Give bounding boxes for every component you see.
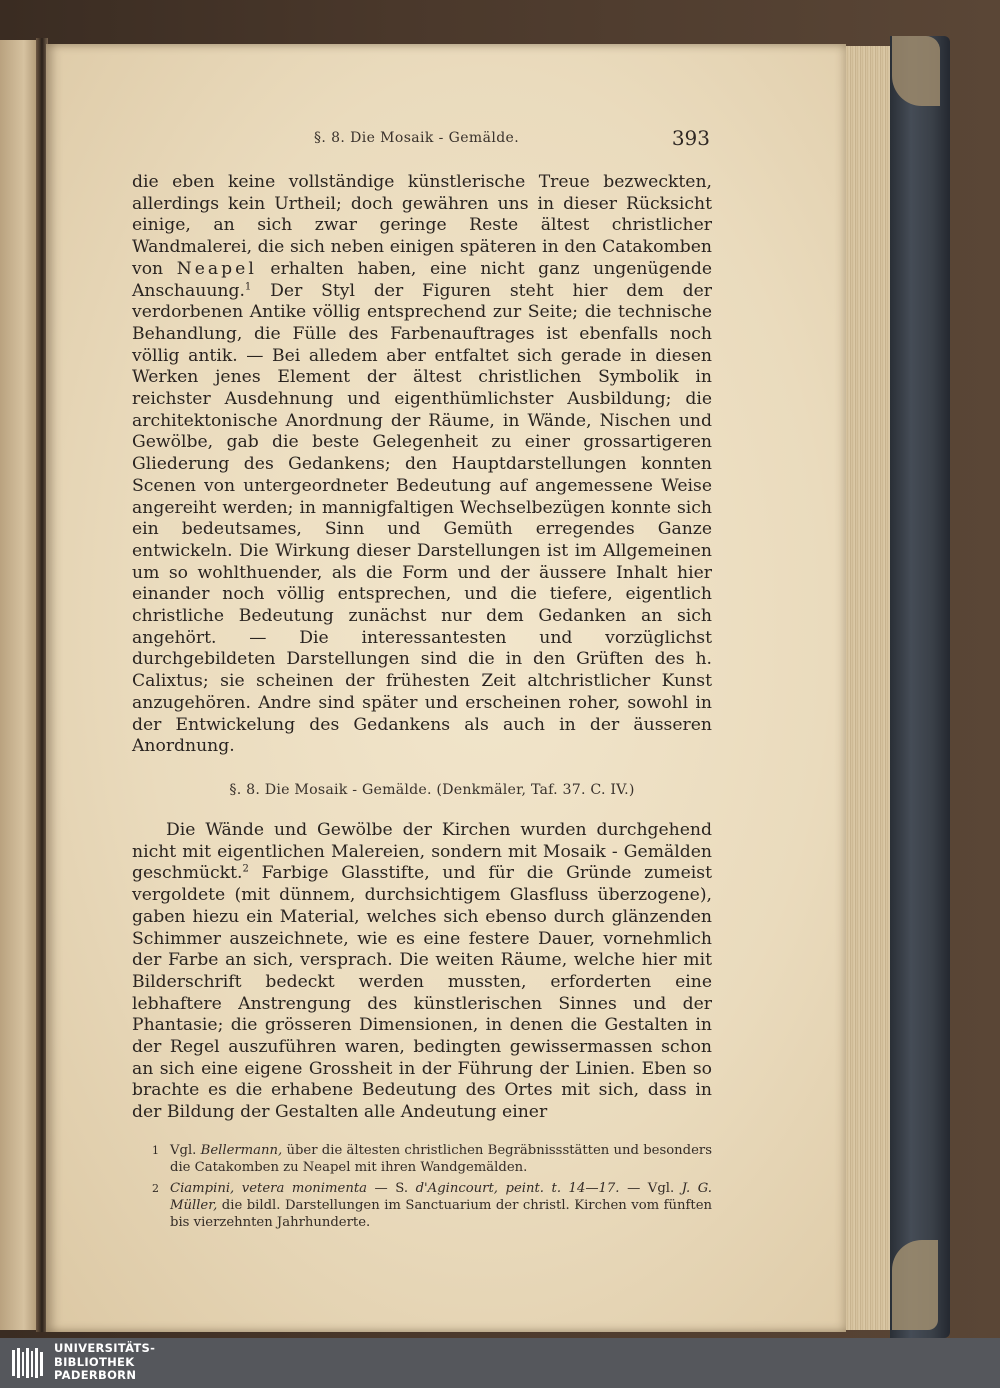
footnote-text: die bildl. Darstellungen im Sanctuarium der christl. Kirchen vom fünften bis vierzehnten Jahrhunderte. [170, 1197, 712, 1230]
library-footer [0, 1338, 1000, 1388]
library-name-line: PADERBORN [54, 1368, 137, 1382]
running-head [132, 120, 712, 160]
library-name-line: BIBLIOTHEK [54, 1354, 135, 1369]
cover-corner-bottom [892, 1240, 938, 1330]
body-text [132, 172, 712, 1231]
footnotes [132, 1142, 712, 1231]
paragraph-text: Der Styl der Figuren steht hier dem der verdorbenen Antike völlig entsprechend zur Seite; die technische Behandlung, die Fülle des Farbenauftrages ist ebenfalls noch völlig antik. — Bei alledem aber entfaltet sich gerade in diesen Werken jenes Element der ältest christlichen Symbolik in reichster Ausdehnung und eigenthümlichster Ausbildung; die architektonische Anordnung der Räume, in Wände, Nischen und Gewölbe, gab die beste Gelegenheit zu einer grossartigeren Gliederung des Gedankens; den Hauptdarstellungen konnten Scenen von untergeordneter Bedeutung auf angemessene Weise angereiht werden; in mannigfaltigen Wechselbezügen konnte sich ein bedeutsames, Sinn und Gemüth erregendes Ganze entwickeln. Die Wirkung dieser Darstellungen ist im Allgemeinen um so wohlthuender, als die Form und der äussere Inhalt hier einander noch völlig entsprechen, und die tiefere, eigentlich christliche Bedeutung zunächst nur dem Gedanken an sich angehört. — Die interessantesten und vorzüglichst durchgebildeten Darstellungen sind die in den Grüften des h. Calixtus; sie scheinen der frühesten Zeit altchristlicher Kunst anzugehören. Andre sind später und erscheinen roher, sowohl in der Entwickelung des Gedankens als auch in der äusseren Anordnung. [132, 280, 712, 757]
footnote-text: — Vgl. [619, 1180, 682, 1196]
footnote-author: Bellermann, [200, 1142, 283, 1158]
book-cover [890, 36, 950, 1338]
cover-corner-top [892, 36, 940, 106]
page-text [132, 120, 712, 1235]
footnote-author: Ciampini, vetera monimenta [170, 1180, 367, 1196]
paragraph-text: Farbige Glasstifte, und für die Gründe zumeist vergoldete (mit dünnem, durchsichtigem Glasfluss überzogene), gaben hiezu ein Material, welches sich ebenso durch glänzenden Schimmer auszeichnete, wie es eine festere Dauer, vornehmlich der Farbe an sich, versprach. Die weiten Räume, welche hier mit Bilderschrift bedeckt werden mussten, erforderten eine lebhaftere Anstrengung des künstlerischen Sinnes und der Phantasie; die grösseren Dimensionen, in denen die Gestalten in der Regel auszuführen waren, bedingten gewissermassen schon an sich eine eigene Grossheit in der Führung der Linien. Eben so brachte es die erhabene Bedeutung des Ortes mit sich, dass in der Bildung der Gestalten alle Andeutung einer [132, 863, 712, 1123]
paragraph-text: die eben keine vollständige künstlerische Treue bezweckten, allerdings kein Urtheil; doch gewähren uns in dieser Rücksicht einige, an sich zwar geringe Reste ältest christlicher Wandmalerei, die sich neben einigen späteren in den Catakomben von [132, 172, 712, 279]
footnote-ref: 1 [244, 280, 252, 292]
library-name [54, 1342, 155, 1383]
paragraph [132, 820, 712, 1124]
footnote [132, 1142, 712, 1176]
paragraph-text: erhalten haben, eine nicht ganz ungenügende Anschauung. [132, 258, 712, 301]
footnote-ref: 2 [242, 863, 249, 875]
paragraph [132, 172, 712, 758]
footnote-text: über die ältesten christlichen Begräbnissstätten und besonders die Catakomben zu Neapel mit ihren Wandgemälden. [170, 1142, 712, 1175]
footnote-text: Vgl. [170, 1142, 201, 1158]
paragraph-text: Die Wände und Gewölbe der Kirchen wurden durchgehend nicht mit eigentlichen Malereien, sondern mit Mosaik - Gemälden geschmückt. [132, 819, 712, 884]
library-logo-icon [10, 1346, 46, 1380]
footnote [132, 1180, 712, 1231]
running-head-title: §. 8. Die Mosaik - Gemälde. [314, 130, 520, 146]
footnote-author: d'Agincourt, peint. t. 14—17. [415, 1180, 620, 1196]
left-page-edge [0, 40, 40, 1330]
library-name-line: UNIVERSITÄTS- [54, 1341, 156, 1355]
footnote-number: 2 [152, 1181, 159, 1195]
page-edges [846, 46, 894, 1330]
footnote-text: — S. [367, 1180, 416, 1196]
section-heading: §. 8. Die Mosaik - Gemälde. (Denkmäler, Taf. 37. C. IV.) [229, 781, 635, 798]
place-name: Neapel [176, 258, 257, 279]
page-number: 393 [671, 126, 710, 150]
footnote-number: 1 [152, 1143, 159, 1157]
footnote-author: J. G. Müller, [170, 1180, 712, 1213]
